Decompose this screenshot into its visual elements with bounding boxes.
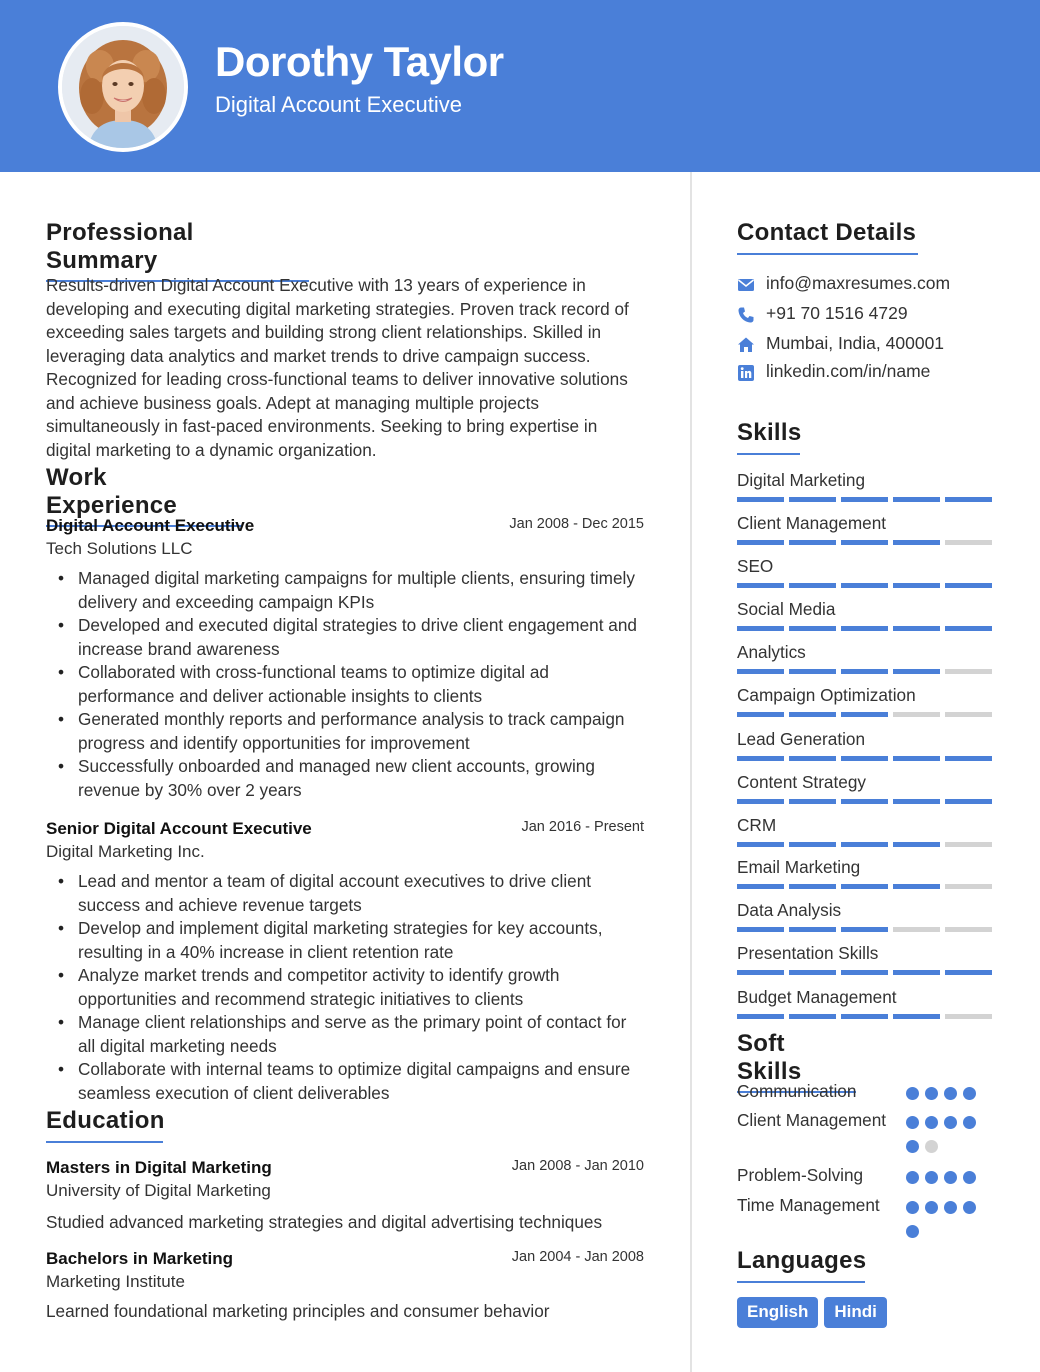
skill-name: Analytics	[737, 642, 806, 662]
rating-dot	[906, 1171, 919, 1184]
skill-level-bar	[737, 884, 992, 889]
email-text: info@maxresumes.com	[766, 273, 951, 293]
skill-name: Email Marketing	[737, 857, 861, 877]
skill-bar-segment	[945, 842, 992, 847]
contact-heading: Contact Details	[737, 219, 918, 255]
rating-dot	[963, 1116, 976, 1129]
skill-item	[737, 900, 997, 921]
phone-text: +91 70 1516 4729	[766, 303, 908, 323]
skill-bar-segment	[893, 540, 940, 545]
skill-level-bar	[737, 1014, 992, 1019]
language-badge: Hindi	[824, 1297, 887, 1328]
skill-bar-segment	[841, 842, 888, 847]
skill-item	[737, 943, 997, 964]
rating-dot	[963, 1201, 976, 1214]
skill-bar-segment	[841, 626, 888, 631]
skill-level-bar	[737, 842, 992, 847]
skill-name: Client Management	[737, 513, 887, 533]
skill-bar-segment	[893, 799, 940, 804]
soft-skill-item	[737, 1079, 997, 1103]
education-description: Learned foundational marketing principles and consumer behavior	[46, 1301, 550, 1321]
skill-bar-segment	[737, 884, 784, 889]
education-dates: Jan 2004 - Jan 2008	[511, 1249, 644, 1265]
home-icon	[737, 336, 755, 354]
skill-item	[737, 556, 997, 577]
work-heading: Work Experience	[46, 464, 241, 527]
skill-bar-segment	[841, 970, 888, 975]
rating-dot	[925, 1201, 938, 1214]
skill-bar-segment	[789, 583, 836, 588]
language-badge: English	[737, 1297, 818, 1328]
candidate-title: Digital Account Executive	[215, 92, 463, 117]
rating-dot	[944, 1116, 957, 1129]
skill-level-bar	[737, 970, 992, 975]
skill-bar-segment	[893, 712, 940, 717]
skill-bar-segment	[841, 927, 888, 932]
summary-heading: Professional Summary	[46, 219, 309, 282]
skill-bar-segment	[893, 583, 940, 588]
skill-bar-segment	[789, 756, 836, 761]
bullet-item: • Successfully onboarded and managed new client accounts, growing revenue by 30% over 2 years	[78, 755, 648, 802]
skill-bar-segment	[841, 540, 888, 545]
degree: Masters in Digital Marketing	[46, 1158, 272, 1177]
skill-bar-segment	[841, 1014, 888, 1019]
skill-bar-segment	[893, 756, 940, 761]
skill-bar-segment	[841, 497, 888, 502]
skill-bar-segment	[789, 927, 836, 932]
rating-dot	[925, 1087, 938, 1100]
skill-bar-segment	[945, 669, 992, 674]
skill-bar-segment	[737, 799, 784, 804]
skill-name: Content Strategy	[737, 772, 866, 792]
summary-text: Results-driven Digital Account Executive with 13 years of experience in developing and executing digital marketing strategies. Proven track record of exceeding sales targets and building strong client relationships. Skilled in leveraging data analytics and market trends to drive campaign success. Recognized for leading cross-functional teams to deliver innovative solutions and achieve business goals. Adept at managing multiple projects simultaneously in fast-paced environments. Seeking to bring expertise in digital marketing to a dynamic organization.	[46, 275, 629, 460]
rating-dot	[906, 1116, 919, 1129]
rating-dot	[944, 1201, 957, 1214]
skill-bar-segment	[789, 1014, 836, 1019]
linkedin-icon	[737, 364, 755, 382]
header-banner	[0, 0, 1040, 172]
bullet-item: • Manage client relationships and serve as the primary point of contact for all digital marketing needs	[78, 1011, 648, 1058]
skill-bar-segment	[841, 799, 888, 804]
skill-bar-segment	[737, 626, 784, 631]
skill-bar-segment	[945, 799, 992, 804]
soft-skill-item	[737, 1163, 997, 1187]
candidate-name: Dorothy Taylor	[215, 38, 504, 85]
education-heading: Education	[46, 1107, 163, 1143]
skill-bar-segment	[945, 927, 992, 932]
skill-name: Digital Marketing	[737, 470, 865, 490]
bullet-item: • Develop and implement digital marketing strategies for key accounts, resulting in a 40% increase in client retention rate	[78, 917, 648, 964]
skill-bar-segment	[893, 842, 940, 847]
job-dates: Jan 2008 - Dec 2015	[509, 516, 644, 532]
skill-bar-segment	[841, 884, 888, 889]
skill-bar-segment	[789, 842, 836, 847]
job-dates: Jan 2016 - Present	[521, 819, 644, 835]
skill-bar-segment	[841, 669, 888, 674]
phone-icon	[737, 306, 755, 324]
bullet-item: • Managed digital marketing campaigns for multiple clients, ensuring timely delivery and exceeding campaign KPIs	[78, 567, 648, 614]
rating-dot	[906, 1140, 919, 1153]
skill-level-bar	[737, 626, 992, 631]
bullet-item: • Generated monthly reports and performance analysis to track campaign progress and identify opportunities for improvement	[78, 708, 648, 755]
skill-bar-segment	[945, 626, 992, 631]
skill-bar-segment	[945, 583, 992, 588]
skill-bar-segment	[893, 626, 940, 631]
skill-item	[737, 857, 997, 878]
job-company: Tech Solutions LLC	[46, 539, 193, 558]
skill-name: Budget Management	[737, 987, 897, 1007]
school: University of Digital Marketing	[46, 1181, 271, 1200]
skill-bar-segment	[893, 970, 940, 975]
skill-item	[737, 470, 997, 491]
skill-name: Campaign Optimization	[737, 685, 916, 705]
address-text: Mumbai, India, 400001	[766, 333, 945, 353]
skill-name: Data Analysis	[737, 900, 842, 920]
skill-bar-segment	[893, 884, 940, 889]
degree: Bachelors in Marketing	[46, 1249, 234, 1268]
skill-bar-segment	[789, 540, 836, 545]
job-role: Senior Digital Account Executive	[46, 819, 312, 838]
skill-level-bar	[737, 497, 992, 502]
languages-list	[737, 1297, 887, 1328]
skill-bar-segment	[841, 756, 888, 761]
education-description: Studied advanced marketing strategies and digital advertising techniques	[46, 1212, 603, 1232]
skill-item	[737, 987, 997, 1008]
skill-bar-segment	[893, 1014, 940, 1019]
rating-dot	[906, 1087, 919, 1100]
rating-dot	[925, 1140, 938, 1153]
avatar	[58, 22, 188, 152]
job-role: Digital Account Executive	[46, 516, 255, 535]
rating-dot	[963, 1087, 976, 1100]
skill-bar-segment	[737, 712, 784, 717]
skill-level-bar	[737, 712, 992, 717]
skill-bar-segment	[789, 669, 836, 674]
skill-item	[737, 815, 997, 836]
skill-bar-segment	[841, 712, 888, 717]
skill-bar-segment	[737, 1014, 784, 1019]
soft-skill-item	[737, 1108, 997, 1132]
job-bullets	[78, 567, 648, 802]
skill-item	[737, 642, 997, 663]
skill-item	[737, 599, 997, 620]
skills-heading: Skills	[737, 419, 800, 455]
skill-bar-segment	[737, 842, 784, 847]
bullet-item: • Collaborate with internal teams to optimize digital campaigns and ensure seamless execution of client deliverables	[78, 1058, 648, 1105]
job-bullets	[78, 870, 648, 1105]
skill-bar-segment	[893, 669, 940, 674]
linkedin-text: linkedin.com/in/name	[766, 361, 931, 381]
education-dates: Jan 2008 - Jan 2010	[511, 1158, 644, 1174]
bullet-item: • Collaborated with cross-functional teams to optimize digital ad performance and deliver actionable insights to clients	[78, 661, 648, 708]
job-company: Digital Marketing Inc.	[46, 842, 205, 861]
languages-heading: Languages	[737, 1247, 865, 1283]
rating-dot	[906, 1225, 919, 1238]
skill-level-bar	[737, 669, 992, 674]
skill-bar-segment	[737, 669, 784, 674]
profile-photo	[62, 26, 184, 148]
soft-skill-name: Time Management	[737, 1195, 880, 1215]
skill-bar-segment	[737, 756, 784, 761]
bullet-item: • Analyze market trends and competitor activity to identify growth opportunities and recommend strategic initiatives to clients	[78, 964, 648, 1011]
skill-bar-segment	[789, 497, 836, 502]
skill-name: Presentation Skills	[737, 943, 879, 963]
skill-bar-segment	[893, 927, 940, 932]
rating-dot	[944, 1171, 957, 1184]
bullet-item: • Lead and mentor a team of digital account executives to drive client success and achieve revenue targets	[78, 870, 648, 917]
bullet-item: • Developed and executed digital strategies to drive client engagement and increase brand awareness	[78, 614, 648, 661]
skill-bar-segment	[945, 970, 992, 975]
skill-level-bar	[737, 927, 992, 932]
skill-bar-segment	[789, 884, 836, 889]
skill-bar-segment	[737, 497, 784, 502]
skill-level-bar	[737, 540, 992, 545]
skill-bar-segment	[945, 756, 992, 761]
skill-level-bar	[737, 756, 992, 761]
soft-skill-item	[737, 1193, 997, 1217]
school: Marketing Institute	[46, 1272, 185, 1291]
skill-bar-segment	[893, 497, 940, 502]
skill-bar-segment	[945, 884, 992, 889]
skill-bar-segment	[945, 540, 992, 545]
skill-bar-segment	[737, 540, 784, 545]
rating-dot	[925, 1116, 938, 1129]
soft-skill-name: Client Management	[737, 1110, 887, 1130]
skill-bar-segment	[841, 583, 888, 588]
skill-item	[737, 729, 997, 750]
skill-item	[737, 772, 997, 793]
skill-bar-segment	[737, 927, 784, 932]
skill-name: SEO	[737, 556, 774, 576]
skill-bar-segment	[789, 712, 836, 717]
soft-skill-name: Problem-Solving	[737, 1165, 864, 1185]
column-divider	[690, 172, 692, 1372]
skill-level-bar	[737, 583, 992, 588]
skill-bar-segment	[945, 712, 992, 717]
skill-name: CRM	[737, 815, 777, 835]
skill-bar-segment	[737, 583, 784, 588]
skill-name: Lead Generation	[737, 729, 866, 749]
soft-skills-heading: Soft Skills	[737, 1030, 856, 1093]
envelope-icon	[737, 276, 755, 294]
skill-bar-segment	[789, 626, 836, 631]
soft-skill-name: Communication	[737, 1081, 857, 1101]
rating-dot	[906, 1201, 919, 1214]
skill-bar-segment	[789, 970, 836, 975]
rating-dot	[944, 1087, 957, 1100]
skill-bar-segment	[945, 497, 992, 502]
skill-bar-segment	[737, 970, 784, 975]
skill-bar-segment	[945, 1014, 992, 1019]
skill-level-bar	[737, 799, 992, 804]
rating-dot	[963, 1171, 976, 1184]
rating-dot	[925, 1171, 938, 1184]
skill-item	[737, 513, 997, 534]
skill-bar-segment	[789, 799, 836, 804]
skill-item	[737, 685, 997, 706]
skill-name: Social Media	[737, 599, 836, 619]
